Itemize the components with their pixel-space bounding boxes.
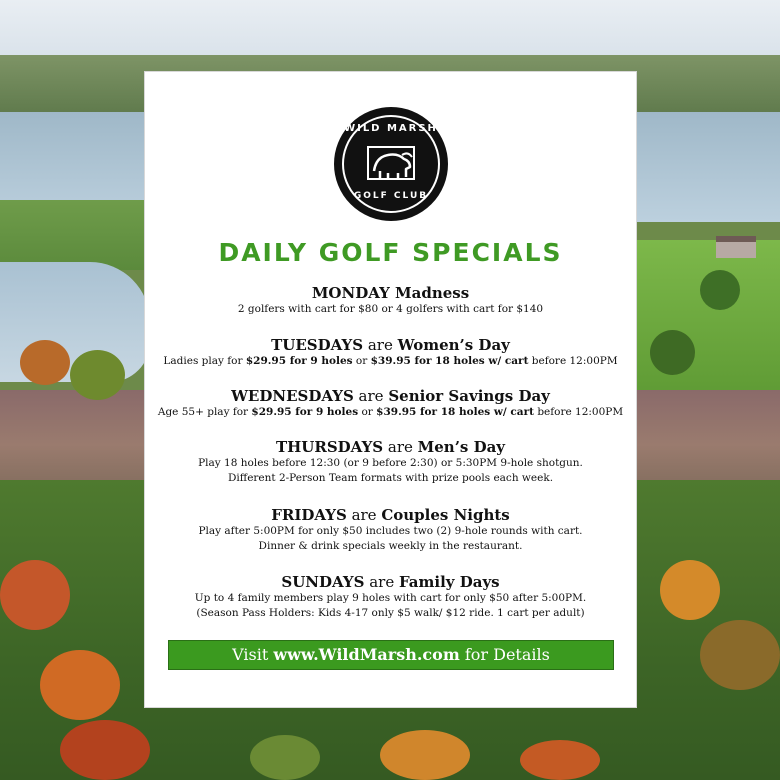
friday-detail-1: Play after 5:00PM for only $50 includes two (2) 9-hole rounds with cart.: [198, 525, 583, 537]
wednesday-day: WEDNESDAYS: [231, 387, 354, 405]
sunday-connector: are: [364, 573, 399, 591]
website-banner[interactable]: [168, 640, 614, 670]
tuesday-connector: are: [363, 336, 398, 354]
special-sunday: [145, 573, 636, 621]
friday-name: Couples Nights: [381, 506, 510, 524]
friday-connector: are: [346, 506, 382, 524]
club-logo: [334, 107, 448, 221]
cta-suffix: for Details: [459, 645, 550, 664]
special-thursday: [145, 438, 636, 486]
thursday-connector: are: [383, 438, 418, 456]
watermark: menupix: [548, 684, 625, 703]
monday-heading: MONDAY Madness: [311, 284, 470, 302]
tuesday-day: TUESDAYS: [271, 336, 364, 354]
tuesday-detail: Ladies play for $29.95 for 9 holes or $39.95 for 18 holes w/ cart before 12:00PM: [163, 355, 618, 367]
wednesday-detail: Age 55+ play for $29.95 for 9 holes or $39.95 for 18 holes w/ cart before 12:00PM: [157, 406, 624, 418]
page-title: DAILY GOLF SPECIALS: [218, 238, 563, 267]
monday-detail: 2 golfers with cart for $80 or 4 golfers with cart for $140: [237, 303, 544, 315]
thursday-name: Men’s Day: [417, 438, 506, 456]
friday-detail-2: Dinner & drink specials weekly in the restaurant.: [258, 540, 523, 552]
thursday-day: THURSDAYS: [275, 438, 384, 456]
sunday-detail-1: Up to 4 family members play 9 holes with cart for only $50 after 5:00PM.: [194, 592, 587, 604]
sunday-name: Family Days: [398, 573, 500, 591]
friday-day: FRIDAYS: [271, 506, 347, 524]
special-friday: [145, 506, 636, 554]
sunday-day: SUNDAYS: [281, 573, 365, 591]
special-monday: [145, 284, 636, 317]
special-tuesday: [145, 336, 636, 369]
cta-prefix: Visit: [232, 645, 274, 664]
wednesday-connector: are: [353, 387, 389, 405]
website-link[interactable]: www.WildMarsh.com: [273, 645, 460, 664]
thursday-detail-1: Play 18 holes before 12:30 (or 9 before 2:30) or 5:30PM 9-hole shotgun.: [198, 457, 583, 469]
wednesday-name: Senior Savings Day: [388, 387, 550, 405]
logo-bottom-text: GOLF CLUB: [353, 191, 429, 201]
special-wednesday: [145, 387, 636, 420]
specials-card: [144, 71, 637, 708]
bison-icon: [364, 141, 418, 187]
tuesday-name: Women’s Day: [397, 336, 510, 354]
thursday-detail-2: Different 2-Person Team formats with prize pools each week.: [227, 472, 554, 484]
sunday-detail-2: (Season Pass Holders: Kids 4-17 only $5 walk/ $12 ride. 1 cart per adult): [196, 607, 585, 619]
logo-top-text: WILD MARSH: [344, 123, 438, 134]
